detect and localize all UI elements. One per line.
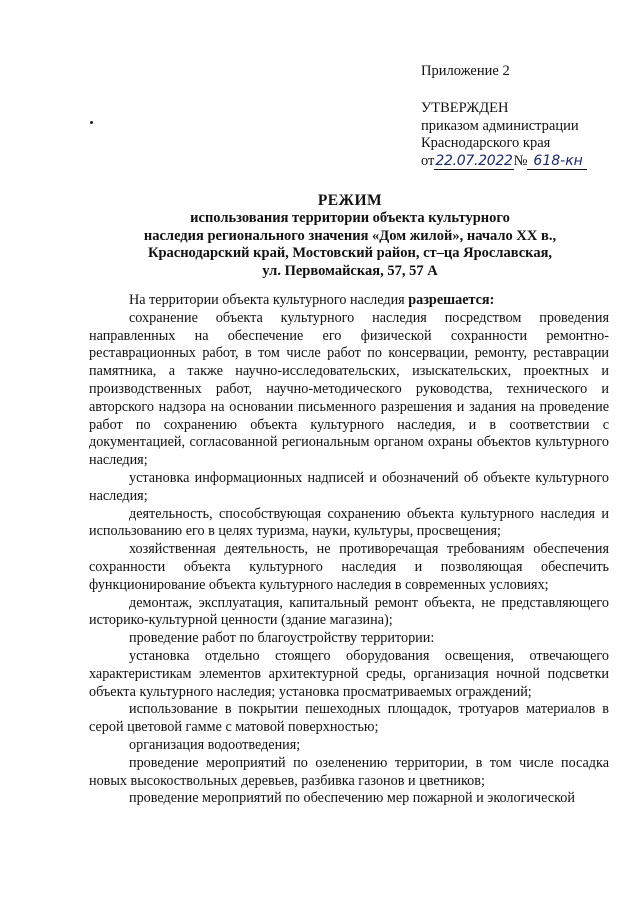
title-line-4: ул. Первомайская, 57, 57 А — [262, 262, 438, 279]
paragraph: деятельность, способствующая сохранению объекта культурного наследия и использованию его в целях туризма, науки, культуры, просвещения; — [89, 505, 609, 540]
stray-mark — [90, 121, 93, 124]
paragraph: проведение мероприятий по обеспечению мер пожарной и экологической — [129, 790, 575, 807]
intro-text: На территории объекта культурного наследия — [129, 292, 405, 308]
paragraph: установка информационных надписей и обозначений об объекте культурного наследия; — [89, 469, 609, 504]
paragraph: организация водоотведения; — [129, 736, 301, 753]
approval-date-line — [421, 153, 587, 171]
approved-line-2: Краснодарского края — [421, 135, 551, 151]
approved-line-1: приказом администрации — [421, 117, 579, 134]
approved-title: УТВЕРЖДЕН — [421, 100, 509, 116]
document-title — [80, 191, 620, 280]
title-line-2: наследия регионального значения «Дом жилой», начало XX в., — [143, 227, 557, 244]
paragraph: установка отдельно стоящего оборудования освещения, отвечающего характеристикам элементов архитектурной среды, организация ночной подсветки объекта культурного наследия; установка просматриваемых ограждений; — [89, 647, 609, 700]
appendix-label: Приложение 2 — [421, 63, 510, 79]
intro-bold: разрешается: — [408, 292, 495, 308]
handwritten-number: 618-кн — [527, 153, 586, 170]
paragraph: проведение работ по благоустройству территории: — [129, 630, 435, 647]
document-body — [89, 292, 609, 808]
paragraph: демонтаж, эксплуатация, капитальный ремонт объекта, не представляющего историко-культурной ценности (здание магазина); — [89, 594, 609, 629]
title-line-1: использования территории объекта культурного — [190, 210, 510, 226]
handwritten-date: 22.07.2022 — [435, 152, 513, 169]
number-prefix: № — [513, 152, 528, 169]
approval-block — [421, 100, 587, 170]
paragraph: сохранение объекта культурного наследия посредством проведения направленных на обеспечение его физической сохранности ремонтно-реставрационных работ, в том числе работ по консервации, ремонту, реставрации памятника, а также научно-исследовательских, изыскательских, проектных и производственных работ, научно-методического руководства, технического и авторского надзора на основании письменного разрешения и задания на проведение работ по сохранению объекта культурного наследия, и в соответствии с документацией, согласованной региональным органом охраны объектов культурного наследия; — [89, 309, 609, 469]
title-main: РЕЖИМ — [317, 192, 383, 209]
paragraph: хозяйственная деятельность, не противоречащая требованиям обеспечения сохранности объекта культурного наследия и позволяющая обеспечить функционирование объекта культурного наследия в современных условиях; — [89, 541, 609, 593]
date-prefix: от — [421, 152, 435, 169]
paragraph: использование в покрытии пешеходных площадок, тротуаров материалов в серой цветовой гамме с матовой поверхностью; — [89, 701, 609, 736]
intro-paragraph — [89, 292, 609, 310]
title-line-3: Краснодарский край, Мостовский район, ст–ца Ярославская, — [147, 245, 553, 262]
paragraph: проведение мероприятий по озеленению территории, в том числе посадка новых высокоствольных деревьев, разбивка газонов и цветников; — [89, 754, 609, 789]
